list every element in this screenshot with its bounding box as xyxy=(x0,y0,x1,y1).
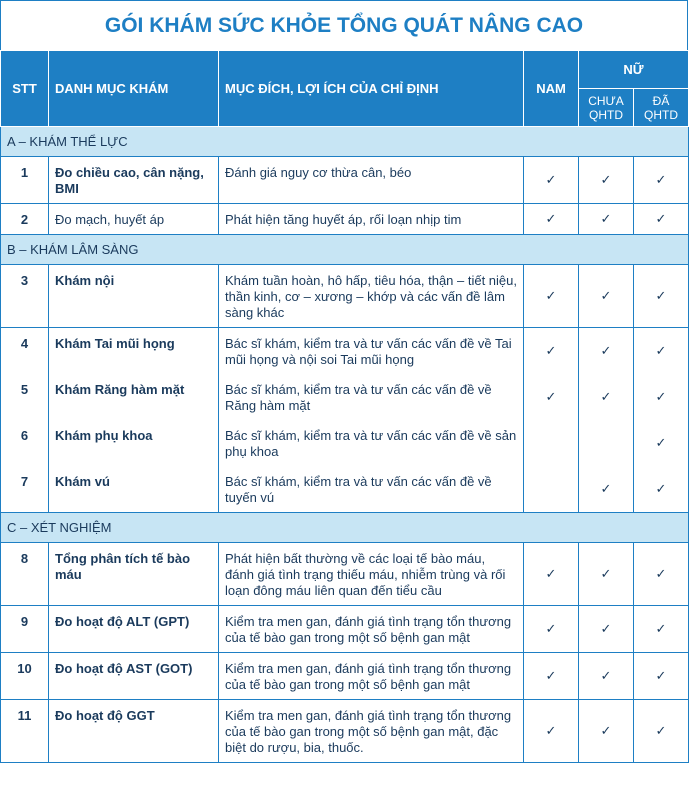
exam-purpose: Phát hiện tăng huyết áp, rối loạn nhịp tim xyxy=(219,204,524,235)
section-label: C – XÉT NGHIỆM xyxy=(1,513,689,543)
exam-purpose: Khám tuần hoàn, hô hấp, tiêu hóa, thận – tiết niệu, thần kinh, cơ – xương – khớp và các vấn đề lâm sàng khác xyxy=(219,265,524,328)
female-married-check: ✓ xyxy=(634,700,689,763)
female-unmarried-check: ✓ xyxy=(579,466,634,513)
exam-purpose: Bác sĩ khám, kiểm tra và tư vấn các vấn đề về Tai mũi họng và nội soi Tai mũi họng xyxy=(219,328,524,375)
row-number: 6 xyxy=(1,420,49,466)
female-unmarried-check: ✓ xyxy=(579,374,634,420)
female-unmarried-check: ✓ xyxy=(579,157,634,204)
female-married-check: ✓ xyxy=(634,328,689,375)
exam-purpose: Phát hiện bất thường về các loại tế bào máu, đánh giá tình trạng thiếu máu, nhiễm trùng và rối loạn đông máu liên quan đến tiểu cầu xyxy=(219,543,524,606)
female-unmarried-check xyxy=(579,420,634,466)
row-number: 10 xyxy=(1,653,49,700)
header-female: NỮ xyxy=(579,51,689,89)
male-check: ✓ xyxy=(524,606,579,653)
header-female-married: ĐÃ QHTD xyxy=(634,89,689,127)
header-male: NAM xyxy=(524,51,579,127)
header-female-unmarried: CHƯA QHTD xyxy=(579,89,634,127)
exam-purpose: Kiểm tra men gan, đánh giá tình trạng tổn thương của tế bào gan trong một số bệnh gan mật xyxy=(219,606,524,653)
table-row xyxy=(1,700,689,763)
female-unmarried-check: ✓ xyxy=(579,653,634,700)
male-check: ✓ xyxy=(524,374,579,420)
female-married-check: ✓ xyxy=(634,420,689,466)
section-row xyxy=(1,513,689,543)
row-number: 4 xyxy=(1,328,49,375)
male-check: ✓ xyxy=(524,543,579,606)
table-row xyxy=(1,420,689,466)
male-check: ✓ xyxy=(524,204,579,235)
header-purpose: MỤC ĐÍCH, LỢI ÍCH CỦA CHỈ ĐỊNH xyxy=(219,51,524,127)
table-row xyxy=(1,543,689,606)
row-number: 8 xyxy=(1,543,49,606)
exam-name: Đo hoạt độ AST (GOT) xyxy=(49,653,219,700)
male-check: ✓ xyxy=(524,653,579,700)
female-married-check: ✓ xyxy=(634,466,689,513)
female-married-check: ✓ xyxy=(634,543,689,606)
row-number: 11 xyxy=(1,700,49,763)
section-row xyxy=(1,127,689,157)
row-number: 1 xyxy=(1,157,49,204)
exam-name: Đo chiều cao, cân nặng, BMI xyxy=(49,157,219,204)
exam-purpose: Bác sĩ khám, kiểm tra và tư vấn các vấn đề về tuyến vú xyxy=(219,466,524,513)
exam-name: Khám Răng hàm mặt xyxy=(49,374,219,420)
package-title: GÓI KHÁM SỨC KHỎE TỔNG QUÁT NÂNG CAO xyxy=(0,0,688,50)
row-number: 5 xyxy=(1,374,49,420)
exam-name: Tổng phân tích tế bào máu xyxy=(49,543,219,606)
exam-name: Đo hoạt độ ALT (GPT) xyxy=(49,606,219,653)
male-check xyxy=(524,420,579,466)
table-row xyxy=(1,265,689,328)
female-unmarried-check: ✓ xyxy=(579,700,634,763)
female-married-check: ✓ xyxy=(634,157,689,204)
exam-purpose: Kiểm tra men gan, đánh giá tình trạng tổn thương của tế bào gan trong một số bệnh gan mật xyxy=(219,653,524,700)
exam-name: Khám nội xyxy=(49,265,219,328)
female-unmarried-check: ✓ xyxy=(579,328,634,375)
male-check: ✓ xyxy=(524,328,579,375)
table-row xyxy=(1,606,689,653)
exam-table xyxy=(0,50,689,763)
female-married-check: ✓ xyxy=(634,374,689,420)
female-unmarried-check: ✓ xyxy=(579,606,634,653)
table-row xyxy=(1,157,689,204)
female-married-check: ✓ xyxy=(634,606,689,653)
exam-name: Khám Tai mũi họng xyxy=(49,328,219,375)
header-name: DANH MỤC KHÁM xyxy=(49,51,219,127)
header-stt: STT xyxy=(1,51,49,127)
row-number: 9 xyxy=(1,606,49,653)
section-label: A – KHÁM THỂ LỰC xyxy=(1,127,689,157)
row-number: 2 xyxy=(1,204,49,235)
male-check: ✓ xyxy=(524,265,579,328)
table-row xyxy=(1,466,689,513)
female-unmarried-check: ✓ xyxy=(579,265,634,328)
female-married-check: ✓ xyxy=(634,265,689,328)
exam-name: Khám vú xyxy=(49,466,219,513)
table-row xyxy=(1,204,689,235)
table-header xyxy=(1,51,689,127)
table-body xyxy=(1,127,689,763)
male-check xyxy=(524,466,579,513)
exam-purpose: Bác sĩ khám, kiểm tra và tư vấn các vấn đề về Răng hàm mặt xyxy=(219,374,524,420)
exam-purpose: Bác sĩ khám, kiểm tra và tư vấn các vấn đề về sản phụ khoa xyxy=(219,420,524,466)
female-married-check: ✓ xyxy=(634,204,689,235)
male-check: ✓ xyxy=(524,700,579,763)
male-check: ✓ xyxy=(524,157,579,204)
table-row xyxy=(1,328,689,375)
section-label: B – KHÁM LÂM SÀNG xyxy=(1,235,689,265)
exam-name: Khám phụ khoa xyxy=(49,420,219,466)
table-row xyxy=(1,653,689,700)
female-unmarried-check: ✓ xyxy=(579,543,634,606)
exam-name: Đo hoạt độ GGT xyxy=(49,700,219,763)
female-unmarried-check: ✓ xyxy=(579,204,634,235)
row-number: 7 xyxy=(1,466,49,513)
female-married-check: ✓ xyxy=(634,653,689,700)
row-number: 3 xyxy=(1,265,49,328)
table-row xyxy=(1,374,689,420)
section-row xyxy=(1,235,689,265)
exam-purpose: Kiểm tra men gan, đánh giá tình trạng tổn thương của tế bào gan trong một số bệnh gan mật, đặc biệt do rượu, bia, thuốc. xyxy=(219,700,524,763)
exam-purpose: Đánh giá nguy cơ thừa cân, béo xyxy=(219,157,524,204)
exam-name: Đo mạch, huyết áp xyxy=(49,204,219,235)
